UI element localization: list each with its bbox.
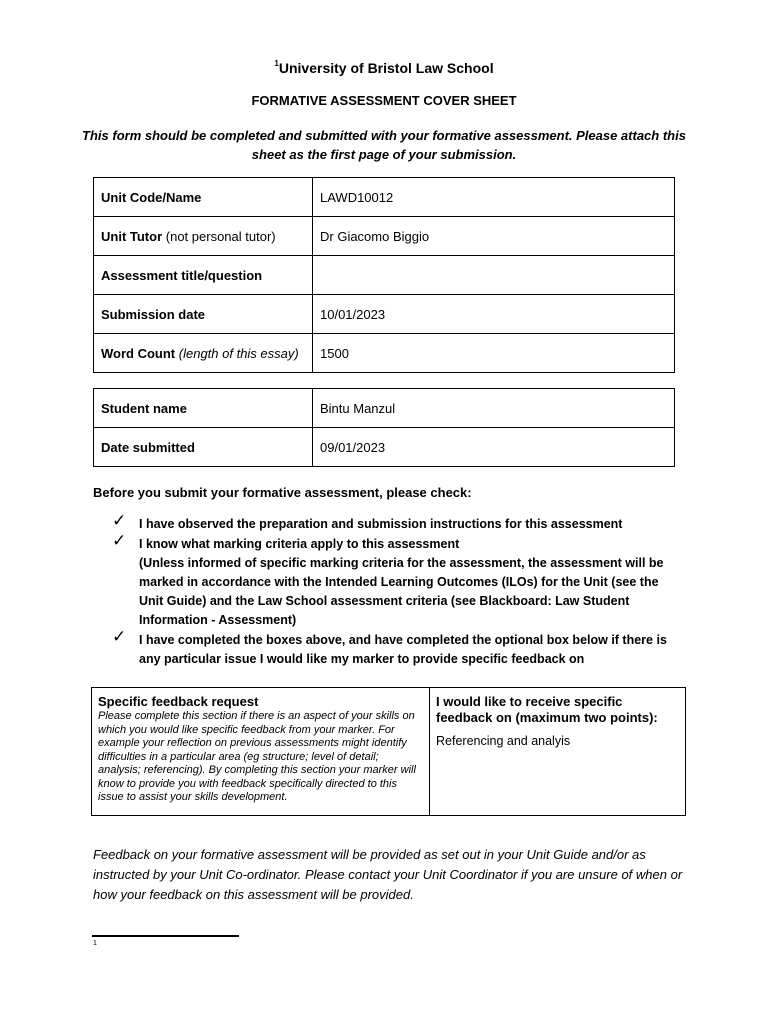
submission-date-value[interactable]: 10/01/2023 [313, 295, 675, 334]
list-item [112, 531, 672, 630]
checkmark-icon: ✓ [112, 531, 127, 551]
date-submitted-value[interactable]: 09/01/2023 [313, 428, 675, 467]
document-title [0, 60, 768, 76]
checkmark-icon: ✓ [112, 627, 127, 647]
student-name-label: Student name [94, 389, 313, 428]
word-count-value[interactable]: 1500 [313, 334, 675, 373]
unit-tutor-label-cell [94, 217, 313, 256]
footnote-divider [92, 935, 239, 937]
intro-line-1: This form should be completed and submitted with your formative assessment. Please attach this [82, 128, 686, 143]
checkmark-icon: ✓ [112, 511, 127, 531]
student-details-table [93, 388, 675, 467]
checklist-heading: Before you submit your formative assessment, please check: [93, 485, 472, 500]
list-item [112, 511, 672, 534]
cover-sheet-heading: FORMATIVE ASSESSMENT COVER SHEET [251, 93, 517, 108]
feedback-closing-note: Feedback on your formative assessment will be provided as set out in your Unit Guide and/or as instructed by your Unit Co-ordinator. Please contact your Unit Coordinator if you are unsure of when or how your feedback on this assessment will be provided. [93, 847, 683, 902]
table-row [92, 688, 686, 816]
assessment-title-label: Assessment title/question [94, 256, 313, 295]
intro-line-2: sheet as the first page of your submission. [251, 147, 517, 162]
footnote-ref: 1 [274, 59, 279, 69]
intro-instructions [0, 126, 768, 164]
title-text: University of Bristol Law School [278, 60, 494, 76]
date-submitted-label: Date submitted [94, 428, 313, 467]
table-row [94, 334, 675, 373]
feedback-request-cell[interactable] [430, 688, 686, 816]
checklist-item-instructions: I have observed the preparation and submission instructions for this assessment [139, 517, 623, 531]
unit-tutor-value[interactable]: Dr Giacomo Biggio [313, 217, 675, 256]
checklist-item-marking-criteria: I know what marking criteria apply to this assessment [139, 537, 460, 551]
table-row [94, 178, 675, 217]
table-row [94, 256, 675, 295]
unit-code-label: Unit Code/Name [94, 178, 313, 217]
feedback-points-value[interactable]: Referencing and analyis [436, 734, 571, 748]
table-row [94, 428, 675, 467]
assessment-details-table [93, 177, 675, 373]
submission-date-label: Submission date [94, 295, 313, 334]
checklist-item-boxes-completed: I have completed the boxes above, and have completed the optional box below if there is any particular issue I would like my marker to provide specific feedback on [139, 633, 667, 666]
feedback-points-heading: I would like to receive specific feedback on (maximum two points): [436, 694, 658, 725]
student-name-value[interactable]: Bintu Manzul [313, 389, 675, 428]
feedback-request-table [91, 687, 686, 816]
feedback-request-instructions: Please complete this section if there is an aspect of your skills on which you would like specific feedback from your marker. For example your reflection on previous assessments might identify difficulties in a particular area (eg structure; level of detail; analysis; referencing). By completing this section your marker will know to provide you with feedback specifically directed to this issue to assist your skills development. [98, 710, 416, 803]
table-row [94, 217, 675, 256]
feedback-instructions-cell [92, 688, 430, 816]
list-item [112, 627, 672, 669]
footnote-mark: 1 [93, 940, 97, 947]
word-count-label: Word Count [101, 345, 176, 361]
submission-checklist [112, 511, 672, 670]
word-count-label-cell [94, 334, 313, 373]
word-count-note: (length of this essay) [178, 345, 299, 361]
feedback-request-title: Specific feedback request [98, 694, 259, 709]
assessment-title-value[interactable] [313, 256, 675, 295]
table-row [94, 295, 675, 334]
table-row [94, 389, 675, 428]
unit-tutor-label: Unit Tutor [101, 228, 163, 244]
unit-code-value[interactable]: LAWD10012 [313, 178, 675, 217]
unit-tutor-note: (not personal tutor) [165, 228, 276, 244]
checklist-item-marking-criteria-detail: (Unless informed of specific marking criteria for the assessment, the assessment will be marked in accordance with the Intended Learning Outcomes (ILOs) for the Unit (see the Unit Guide) and the Law School assessment criteria (see Blackboard: Law Student Information - Assessment) [139, 556, 664, 627]
